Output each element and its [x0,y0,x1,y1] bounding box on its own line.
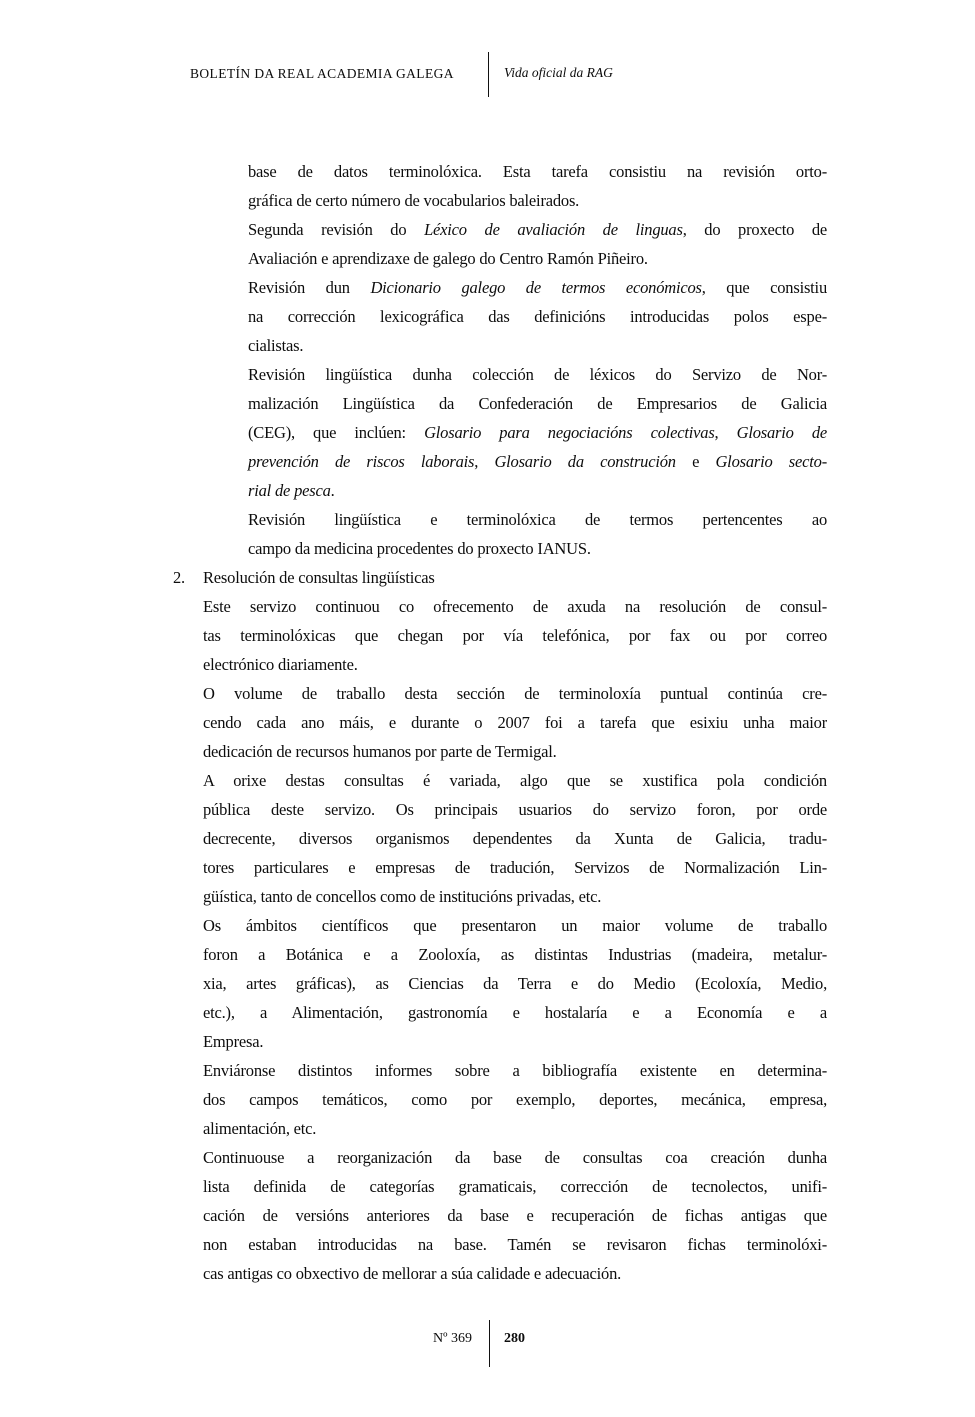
section-title: Vida oficial da RAG [504,65,613,80]
text-segment: tores particulares e empresas de tradución, Servizos de Normalización Lin- [203,858,827,877]
paragraph [173,157,827,215]
text-line [173,1172,827,1201]
text-line [173,360,827,389]
text-line [173,882,827,911]
paragraph [173,766,827,911]
text-line [173,1230,827,1259]
italic-text: prevención de riscos laborais [248,452,475,471]
text-line [173,331,827,360]
text-segment: , que consistiu [701,278,827,297]
paragraph [173,505,827,563]
text-segment: non estaban introducidas na base. Tamén se revisaron fichas terminolóxi- [203,1235,827,1254]
text-segment: , do proxecto de [682,220,827,239]
text-segment: base de datos terminolóxica. Esta tarefa consistiu na revisión orto- [248,162,827,181]
paragraph [173,215,827,273]
text-line [173,737,827,766]
text-segment: lista definida de categorías gramaticais, corrección de tecnolectos, unifi- [203,1177,827,1196]
text-segment: decrecente, diversos organismos dependentes da Xunta de Galicia, tradu- [203,829,827,848]
text-segment: alimentación, etc. [203,1119,317,1138]
text-segment: gráfica de certo número de vocabularios baleirados. [248,191,580,210]
page-number: 280 [504,1331,525,1346]
italic-text: Glosario para negociacións colectivas [424,423,715,442]
text-segment: na corrección lexicográfica das definicións introducidas polos espe- [248,307,827,326]
list-item-heading [173,563,827,592]
text-segment: Revisión lingüística dunha colección de léxicos do Servizo de Nor- [248,365,827,384]
text-segment: etc.), a Alimentación, gastronomía e hostalaría e a Economía e a [203,1003,827,1022]
text-segment: , [714,423,737,442]
text-line [173,563,827,592]
italic-text: Dicionario galego de termos económicos [370,278,702,297]
text-segment: Os ámbitos científicos que presentaron un maior volume de traballo [203,916,827,935]
text-segment: xia, artes gráficas), as Ciencias da Terra e do Medio (Ecoloxía, Medio, [203,974,827,993]
text-segment: Revisión dun [248,278,371,297]
text-line [173,505,827,534]
footer-divider [489,1320,490,1367]
issue-number: Nº 369 [433,1331,472,1346]
italic-text: rial de pesca [248,481,331,500]
paragraph [173,911,827,1056]
text-segment: Revisión lingüística e terminolóxica de termos pertencentes ao [248,510,827,529]
text-line [173,1201,827,1230]
text-segment: e [675,452,716,471]
text-segment: güística, tanto de concellos como de institucións privadas, etc. [203,887,602,906]
text-line [173,766,827,795]
text-segment: malización Lingüística da Confederación de Empresarios de Galicia [248,394,827,413]
text-line [173,273,827,302]
text-segment: pública deste servizo. Os principais usuarios do servizo foron, por orde [203,800,827,819]
text-segment: Enviáronse distintos informes sobre a bibliografía existente en determina- [203,1061,827,1080]
paragraph [173,273,827,360]
paragraph [173,1143,827,1288]
text-line [173,244,827,273]
text-line [173,795,827,824]
italic-text: Glosario de [736,423,827,442]
text-segment: dos campos temáticos, como por exemplo, deportes, mecánica, empresa, [203,1090,827,1109]
text-segment: Empresa. [203,1032,264,1051]
paragraph [173,360,827,505]
text-line [173,157,827,186]
text-line [173,853,827,882]
text-segment: dedicación de recursos humanos por parte de Termigal. [203,742,557,761]
paragraph [173,679,827,766]
text-line [173,1259,827,1288]
text-segment: Resolución de consultas lingüísticas [203,568,435,587]
text-segment: . [330,481,335,500]
text-segment: tas terminolóxicas que chegan por vía telefónica, por fax ou por correo [203,626,827,645]
text-segment: Avaliación e aprendizaxe de galego do Centro Ramón Piñeiro. [248,249,648,268]
text-line [173,592,827,621]
text-segment: foron a Botánica e a Zooloxía, as distintas Industrias (madeira, metalur- [203,945,827,964]
body-text [173,157,827,1288]
text-line [173,940,827,969]
text-line [173,911,827,940]
italic-text: Glosario secto- [715,452,827,471]
text-segment: Segunda revisión do [248,220,425,239]
text-line [173,215,827,244]
paragraph [173,592,827,679]
text-line [173,1143,827,1172]
text-line [173,447,827,476]
text-line [173,476,827,505]
text-line [173,1085,827,1114]
text-line [173,621,827,650]
text-line [173,969,827,998]
text-line [173,302,827,331]
text-line [173,1114,827,1143]
text-segment: , [474,452,495,471]
text-segment: electrónico diariamente. [203,655,358,674]
text-line [173,1056,827,1085]
text-line [173,679,827,708]
text-segment: Este servizo continuou co ofrecemento de axuda na resolución de consul- [203,597,827,616]
text-segment: (CEG), que inclúen: [248,423,425,442]
text-line [173,650,827,679]
list-item-number: 2. [173,568,185,587]
italic-text: Léxico de avaliación de linguas [424,220,683,239]
header-divider [488,52,489,97]
text-segment: A orixe destas consultas é variada, algo que se xustifica pola condición [203,771,827,790]
paragraph [173,1056,827,1143]
text-line [173,534,827,563]
text-line [173,1027,827,1056]
text-segment: Continuouse a reorganización da base de consultas coa creación dunha [203,1148,827,1167]
text-segment: O volume de traballo desta sección de terminoloxía puntual continúa cre- [203,684,827,703]
text-line [173,998,827,1027]
text-segment: cas antigas co obxectivo de mellorar a súa calidade e adecuación. [203,1264,622,1283]
text-line [173,389,827,418]
text-segment: cación de versións anteriores da base e recuperación de fichas antigas que [203,1206,827,1225]
journal-title: BOLETÍN DA REAL ACADEMIA GALEGA [190,66,454,81]
text-segment: cendo cada ano máis, e durante o 2007 foi a tarefa que esixiu unha maior [203,713,827,732]
text-segment: cialistas. [248,336,304,355]
text-segment: campo da medicina procedentes do proxecto IANUS. [248,539,591,558]
text-line [173,824,827,853]
text-line [173,708,827,737]
italic-text: Glosario da construción [494,452,676,471]
text-line [173,418,827,447]
text-line [173,186,827,215]
